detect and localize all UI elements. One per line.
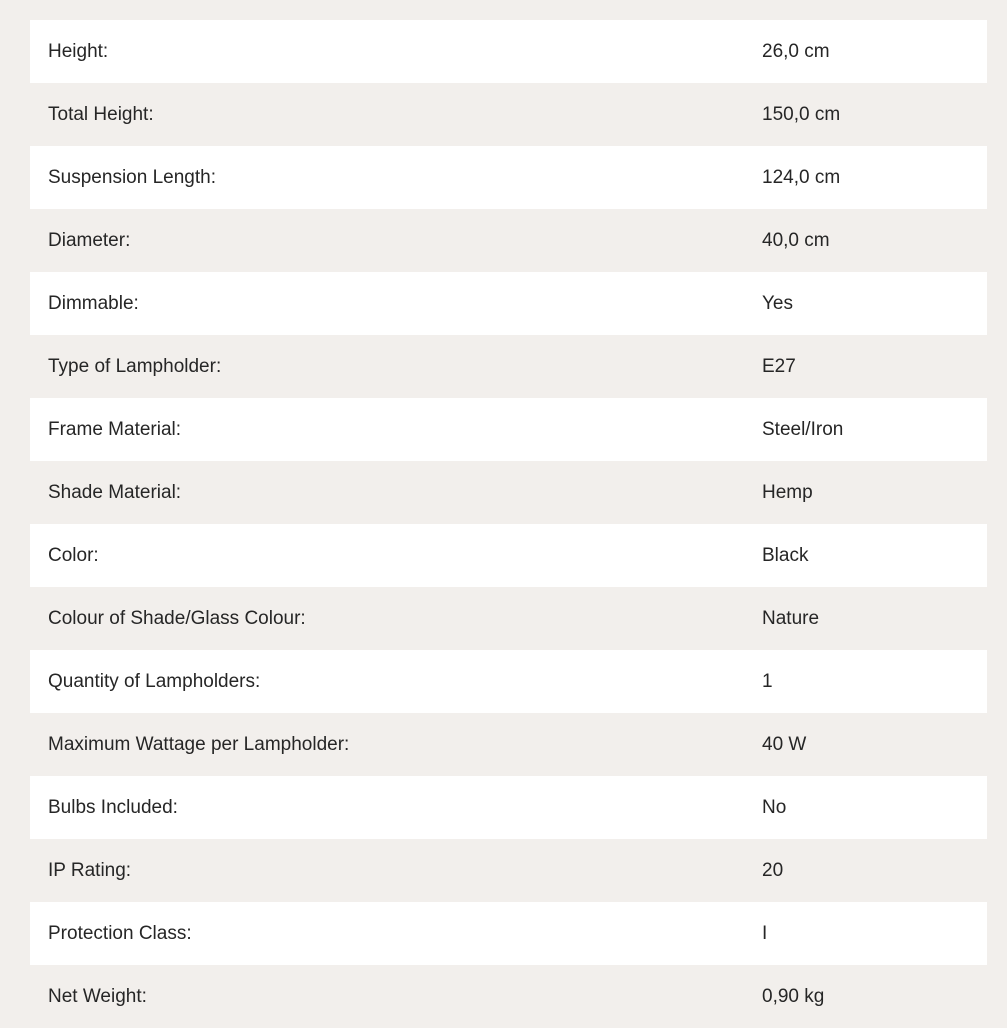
spec-row-ip-rating [30, 839, 987, 902]
spec-row-protection-class [30, 902, 987, 965]
spec-row-net-weight [30, 965, 987, 1028]
spec-value: 26,0 cm [762, 40, 830, 62]
spec-label: Quantity of Lampholders: [48, 670, 261, 692]
spec-value: I [762, 922, 768, 944]
spec-row-bulbs-included [30, 776, 987, 839]
spec-row-diameter [30, 209, 987, 272]
spec-label: IP Rating: [48, 859, 132, 881]
spec-value: No [762, 796, 787, 818]
spec-value: Steel/Iron [762, 418, 844, 440]
spec-label: Dimmable: [48, 292, 139, 314]
spec-row-total-height [30, 83, 987, 146]
spec-value: Nature [762, 607, 820, 629]
spec-label: Total Height: [48, 103, 154, 125]
spec-row-max-wattage [30, 713, 987, 776]
spec-row-height [30, 20, 987, 83]
spec-value: 150,0 cm [762, 103, 841, 125]
spec-value: 20 [762, 859, 784, 881]
spec-value: Hemp [762, 481, 813, 503]
spec-label: Type of Lampholder: [48, 355, 222, 377]
spec-label: Color: [48, 544, 99, 566]
spec-label: Shade Material: [48, 481, 182, 503]
spec-value: 40 W [762, 733, 807, 755]
spec-row-shade-material [30, 461, 987, 524]
spec-label: Bulbs Included: [48, 796, 178, 818]
spec-row-color [30, 524, 987, 587]
spec-label: Frame Material: [48, 418, 182, 440]
spec-label: Protection Class: [48, 922, 192, 944]
spec-row-suspension-length [30, 146, 987, 209]
spec-row-lampholder-quantity [30, 650, 987, 713]
spec-value: 40,0 cm [762, 229, 830, 251]
spec-label: Maximum Wattage per Lampholder: [48, 733, 350, 755]
spec-label: Height: [48, 40, 109, 62]
spec-value: E27 [762, 355, 796, 377]
spec-row-frame-material [30, 398, 987, 461]
spec-value: 1 [762, 670, 773, 692]
product-specifications-table [30, 20, 987, 1028]
spec-label: Colour of Shade/Glass Colour: [48, 607, 306, 629]
spec-value: Yes [762, 292, 793, 314]
spec-label: Diameter: [48, 229, 131, 251]
spec-row-dimmable [30, 272, 987, 335]
spec-value: 0,90 kg [762, 985, 825, 1007]
spec-row-lampholder-type [30, 335, 987, 398]
spec-value: Black [762, 544, 809, 566]
spec-row-shade-colour [30, 587, 987, 650]
spec-label: Suspension Length: [48, 166, 216, 188]
spec-value: 124,0 cm [762, 166, 841, 188]
spec-label: Net Weight: [48, 985, 147, 1007]
